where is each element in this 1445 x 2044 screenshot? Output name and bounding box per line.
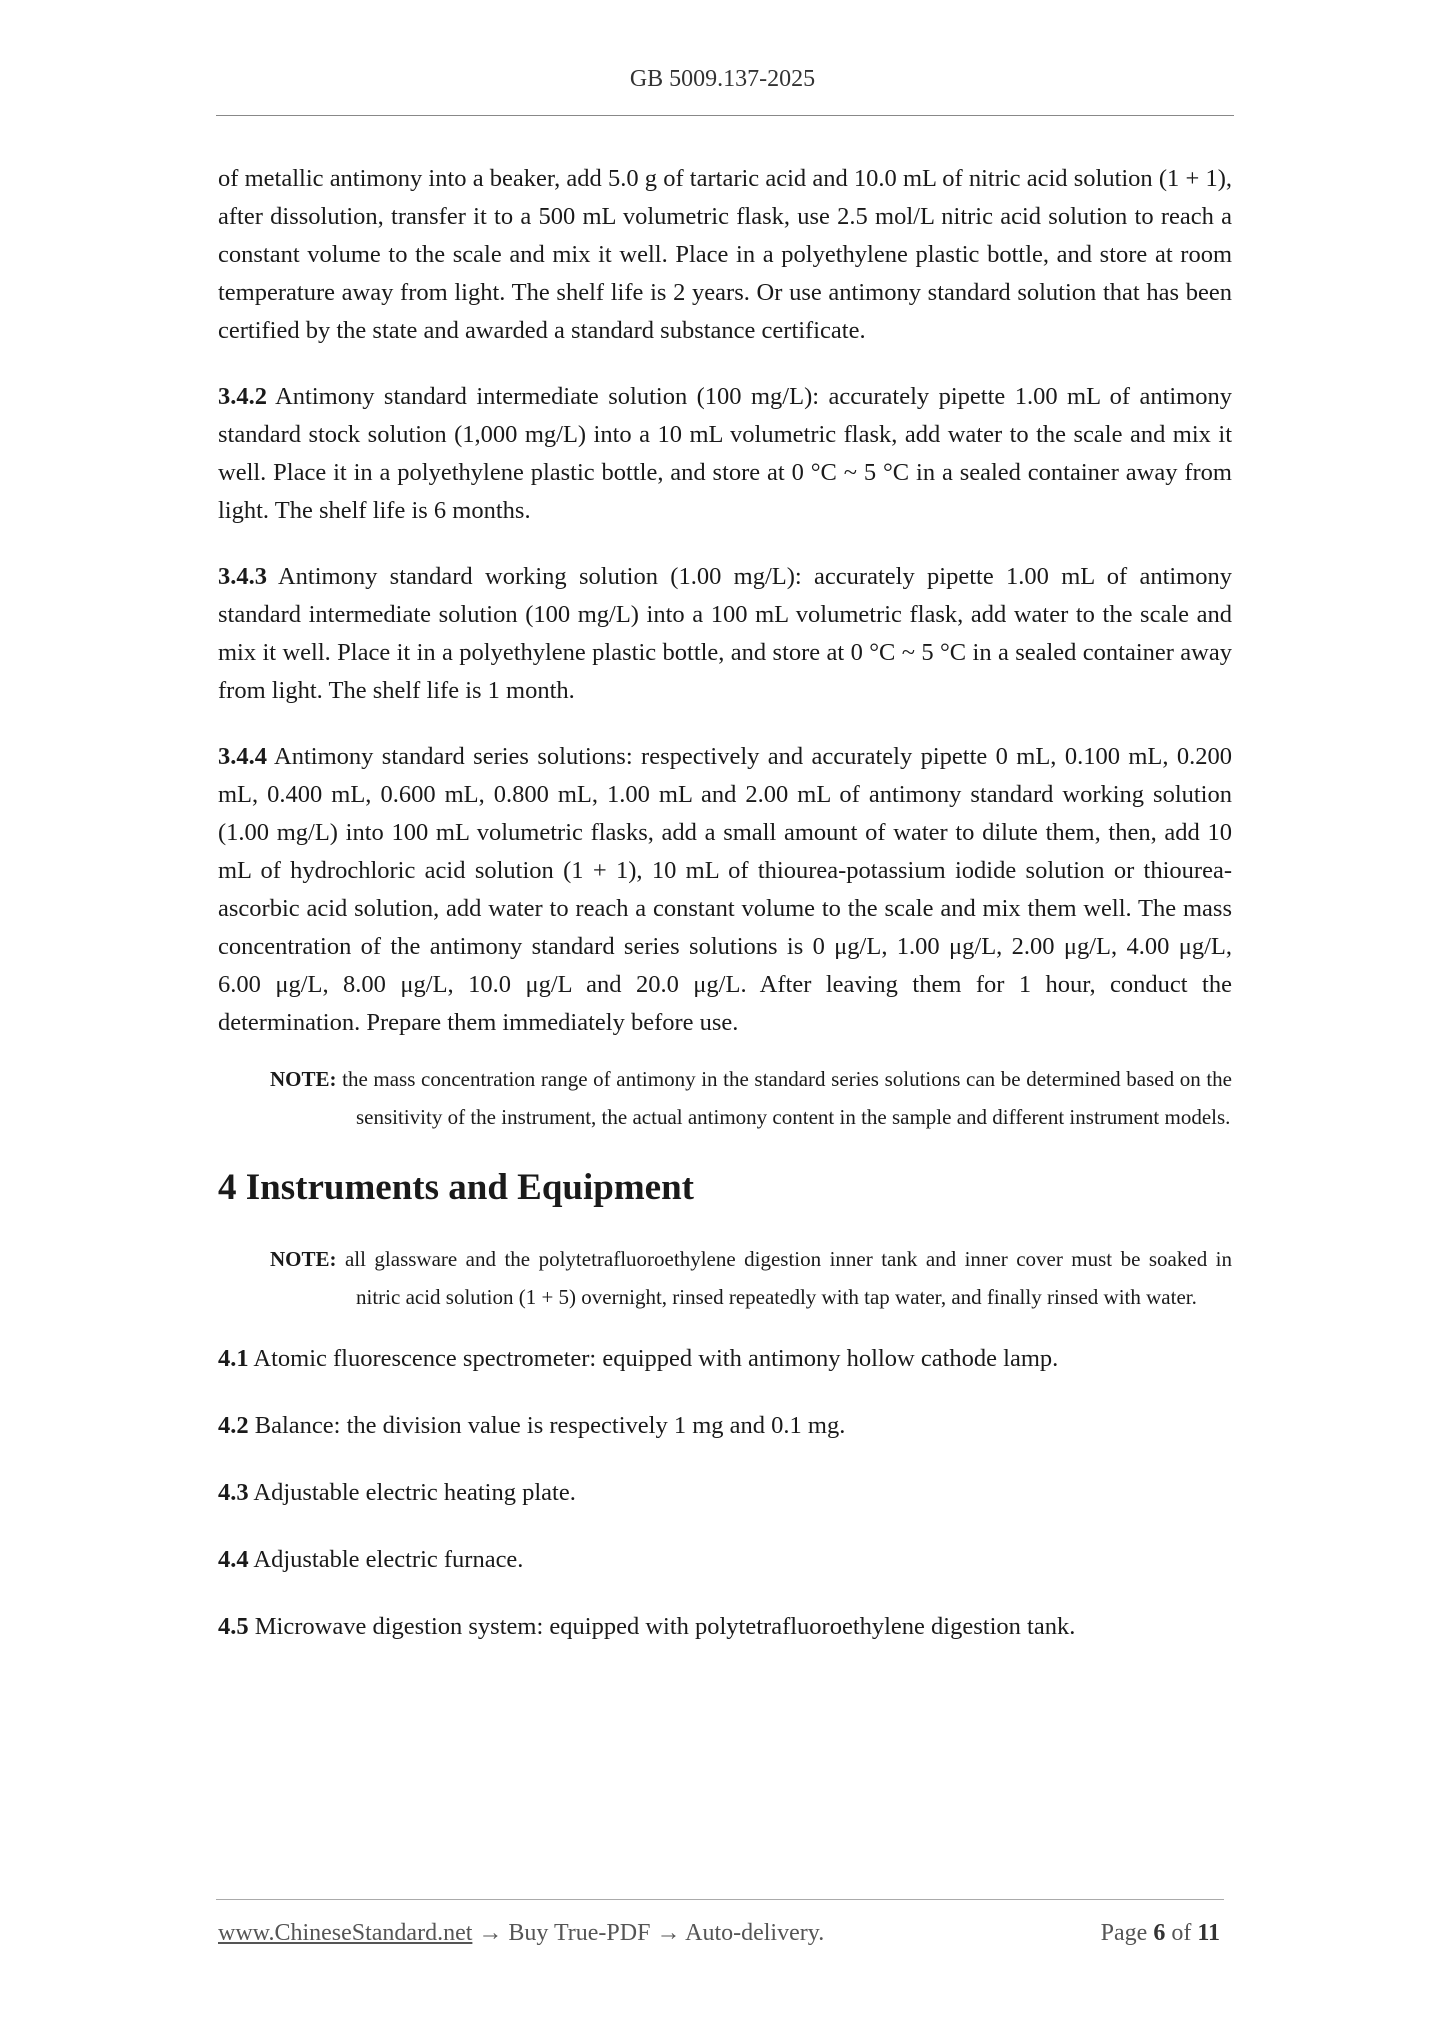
clause-3-4-3 [218, 558, 1232, 710]
clause-number: 3.4.2 [218, 383, 267, 410]
footer-promo [218, 1920, 824, 1947]
note-standard-series [270, 1060, 1232, 1136]
clause-4-5 [218, 1608, 1232, 1646]
clause-3-4-2 [218, 378, 1232, 530]
of-label: of [1165, 1920, 1198, 1946]
header-divider [216, 115, 1234, 116]
clause-number: 4.4 [218, 1546, 249, 1573]
clause-text: Antimony standard intermediate solution (100 mg/L): accurately pipette 1.00 mL of antimony standard stock solution (1,000 mg/L) into a 10 mL volumetric flask, add water to the scale and mix it well. Place it in a polyethylene plastic bottle, and store at 0 °C ~ 5 °C in a sealed container away from light. The shelf life is 6 months. [218, 383, 1232, 524]
clause-number: 4.1 [218, 1345, 249, 1372]
page-total: 11 [1197, 1920, 1220, 1946]
standard-code: GB 5009.137-2025 [629, 66, 816, 92]
note-text: all glassware and the polytetrafluoroethylene digestion inner tank and inner cover must be soaked in nitric acid solution (1 + 5) overnight, rinsed repeatedly with tap water, and finally rinsed with water. [336, 1247, 1232, 1309]
note-label: NOTE: [270, 1247, 337, 1271]
promo-text: → Buy True-PDF → Auto-delivery. [472, 1920, 825, 1946]
page-content [218, 160, 1232, 1646]
clause-number: 3.4.4 [218, 743, 267, 770]
clause-number: 4.5 [218, 1613, 249, 1640]
page-number: 6 [1153, 1920, 1166, 1946]
paragraph-continued [218, 160, 1232, 350]
clause-number: 3.4.3 [218, 563, 267, 590]
clause-number: 4.2 [218, 1412, 249, 1439]
footer-divider [216, 1899, 1224, 1900]
page-label: Page [1100, 1920, 1154, 1946]
document-header [0, 66, 1445, 93]
site-link[interactable]: www.ChineseStandard.net [218, 1920, 473, 1946]
clause-3-4-4 [218, 738, 1232, 1042]
note-text: the mass concentration range of antimony in the standard series solutions can be determined based on the sensitivity of the instrument, the actual antimony content in the sample and different instrument models. [336, 1067, 1232, 1129]
clause-4-3 [218, 1474, 1232, 1512]
note-glassware [270, 1240, 1232, 1316]
clause-text: Atomic fluorescence spectrometer: equipped with antimony hollow cathode lamp. [248, 1345, 1059, 1372]
clause-text: Antimony standard working solution (1.00 mg/L): accurately pipette 1.00 mL of antimony standard intermediate solution (100 mg/L) into a 100 mL volumetric flask, add water to the scale and mix it well. Place it in a polyethylene plastic bottle, and store at 0 °C ~ 5 °C in a sealed container away from light. The shelf life is 1 month. [218, 563, 1232, 704]
paragraph-text: of metallic antimony into a beaker, add 5.0 g of tartaric acid and 10.0 mL of nitric acid solution (1 + 1), after dissolution, transfer it to a 500 mL volumetric flask, use 2.5 mol/L nitric acid solution to reach a constant volume to the scale and mix it well. Place in a polyethylene plastic bottle, and store at room temperature away from light. The shelf life is 2 years. Or use antimony standard solution that has been certified by the state and awarded a standard substance certificate. [218, 165, 1232, 344]
clause-text: Adjustable electric heating plate. [248, 1479, 576, 1506]
clause-4-4 [218, 1541, 1232, 1579]
section-heading-4: 4 Instruments and Equipment [218, 1167, 694, 1208]
clause-text: Microwave digestion system: equipped with polytetrafluoroethylene digestion tank. [248, 1613, 1076, 1640]
page-indicator [1101, 1920, 1220, 1947]
clause-text: Antimony standard series solutions: respectively and accurately pipette 0 mL, 0.100 mL, 0.200 mL, 0.400 mL, 0.600 mL, 0.800 mL, 1.00 mL and 2.00 mL of antimony standard working solution (1.00 mg/L) into 100 mL volumetric flasks, add a small amount of water to dilute them, then, add 10 mL of hydrochloric acid solution (1 + 1), 10 mL of thiourea-potassium iodide solution or thiourea-ascorbic acid solution, add water to reach a constant volume to the scale and mix them well. The mass concentration of the antimony standard series solutions is 0 μg/L, 1.00 μg/L, 2.00 μg/L, 4.00 μg/L, 6.00 μg/L, 8.00 μg/L, 10.0 μg/L and 20.0 μg/L. After leaving them for 1 hour, conduct the determination. Prepare them immediately before use. [218, 743, 1232, 1036]
clause-number: 4.3 [218, 1479, 249, 1506]
clause-4-2 [218, 1407, 1232, 1445]
clause-text: Balance: the division value is respectively 1 mg and 0.1 mg. [248, 1412, 846, 1439]
clause-text: Adjustable electric furnace. [248, 1546, 524, 1573]
note-label: NOTE: [270, 1067, 337, 1091]
clause-4-1 [218, 1340, 1232, 1378]
